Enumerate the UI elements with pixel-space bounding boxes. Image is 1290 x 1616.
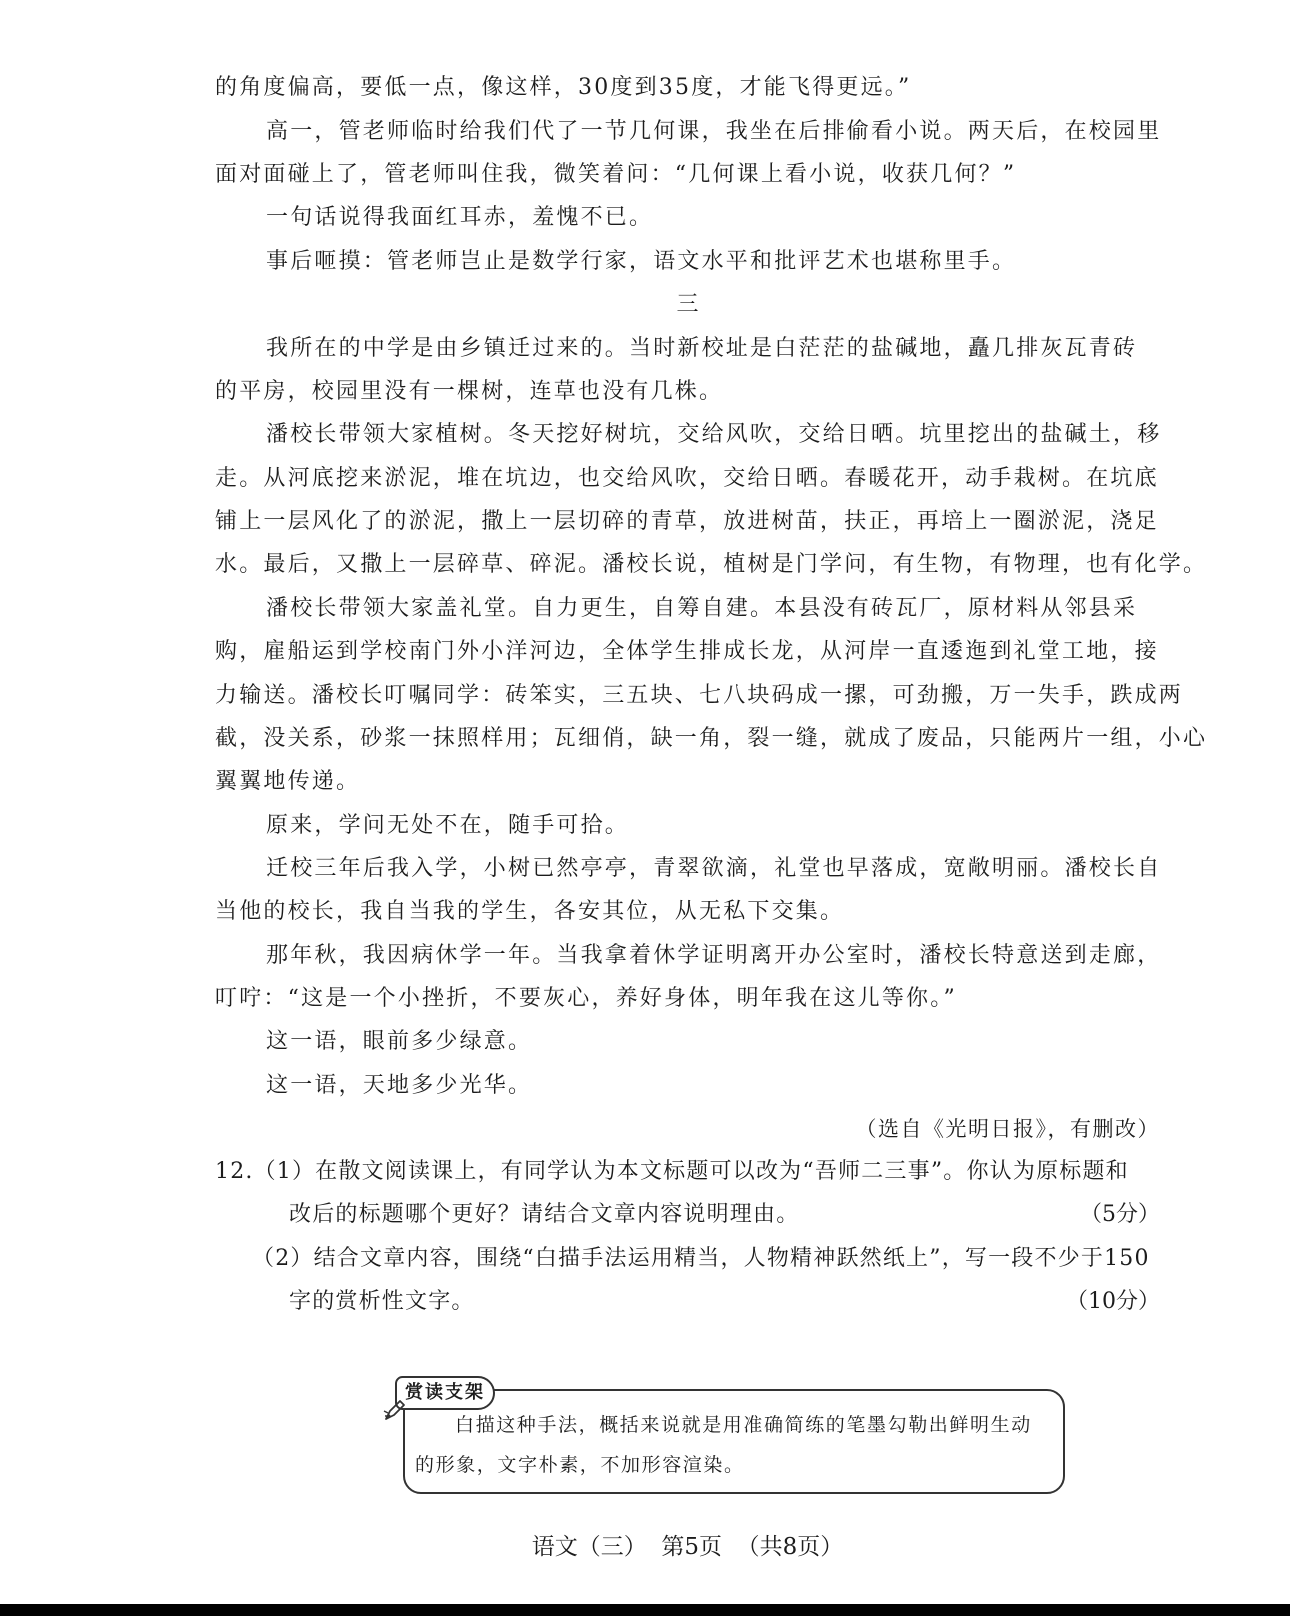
source-citation: （选自《光明日报》，有删改）: [855, 1117, 1160, 1141]
passage-line: 力输送。潘校长叮嘱同学：砖笨实，三五块、七八块码成一摞，可劲搬，万一失手，跌成两: [215, 683, 1184, 708]
passage-line: 面对面碰上了，管老师叫住我，微笑着问：“几何课上看小说，收获几何？”: [215, 162, 1017, 187]
bottom-edge-bar: [0, 1604, 1290, 1616]
pen-icon: [382, 1397, 408, 1423]
passage-line: 的平房，校园里没有一棵树，连草也没有几株。: [215, 379, 724, 404]
passage-line: 事后咂摸：管老师岂止是数学行家，语文水平和批评艺术也堪称里手。: [266, 249, 1017, 274]
reading-framework-title: 赏读支架: [395, 1376, 495, 1410]
framework-text-line: 的形象，文字朴素，不加形容渲染。: [415, 1454, 745, 1476]
passage-line: 叮咛：“这是一个小挫折，不要灰心，养好身体，明年我在这儿等你。”: [215, 986, 957, 1011]
passage-line: 走。从河底挖来淤泥，堆在坑边，也交给风吹，交给日晒。春暖花开，动手栽树。在坑底: [215, 466, 1159, 491]
passage-line: 潘校长带领大家植树。冬天挖好树坑，交给风吹，交给日晒。坑里挖出的盐碱土，移: [266, 422, 1162, 447]
question-12-2-line: 字的赏析性文字。: [289, 1289, 475, 1314]
passage-line: 截，没关系，砂浆一抹照样用；瓦细俏，缺一角，裂一缝，就成了废品，只能两片一组，小心: [215, 726, 1208, 751]
section-number: 三: [676, 292, 699, 317]
passage-line: 潘校长带领大家盖礼堂。自力更生，自筹自建。本县没有砖瓦厂，原材料从邻县采: [266, 596, 1138, 621]
passage-line: 我所在的中学是由乡镇迁过来的。当时新校址是白茫茫的盐碱地，矗几排灰瓦青砖: [266, 336, 1138, 361]
passage-line: 当他的校长，我自当我的学生，各安其位，从无私下交集。: [215, 899, 845, 924]
reading-framework-box: [403, 1389, 1065, 1494]
passage-line: 迁校三年后我入学，小树已然亭亭，青翠欲滴，礼堂也早落成，宽敞明丽。潘校长自: [266, 856, 1162, 881]
question-12-2-score: （10分）: [1066, 1289, 1160, 1314]
passage-line: 这一语，天地多少光华。: [266, 1073, 533, 1098]
question-12-1-score: （5分）: [1080, 1202, 1160, 1227]
passage-line: 翼翼地传递。: [215, 769, 361, 794]
passage-line: 这一语，眼前多少绿意。: [266, 1029, 533, 1054]
framework-text-line: 白描这种手法，概括来说就是用准确简练的笔墨勾勒出鲜明生动: [455, 1414, 1032, 1436]
passage-line: 一句话说得我面红耳赤，羞愧不已。: [266, 205, 654, 230]
passage-line: 高一，管老师临时给我们代了一节几何课，我坐在后排偷看小说。两天后，在校园里: [266, 119, 1162, 144]
question-12-1-line: 12.（1）在散文阅读课上，有同学认为本文标题可以改为“吾师二三事”。你认为原标题和: [215, 1159, 1129, 1184]
passage-line: 的角度偏高，要低一点，像这样，30度到35度，才能飞得更远。”: [215, 75, 912, 100]
passage-line: 原来，学问无处不在，随手可拾。: [266, 813, 630, 838]
passage-line: 水。最后，又撒上一层碎草、碎泥。潘校长说，植树是门学问，有生物，有物理，也有化学。: [215, 552, 1208, 577]
question-12-2-line: （2）结合文章内容，围绕“白描手法运用精当，人物精神跃然纸上”，写一段不少于150: [252, 1246, 1150, 1271]
page-footer: 语文（三） 第5页 （共8页）: [531, 1534, 844, 1560]
passage-line: 购，雇船运到学校南门外小洋河边，全体学生排成长龙，从河岸一直逶迤到礼堂工地，接: [215, 639, 1159, 664]
question-12-1-line: 改后的标题哪个更好？请结合文章内容说明理由。: [289, 1202, 800, 1227]
passage-line: 铺上一层风化了的淤泥，撒上一层切碎的青草，放进树苗，扶正，再培上一圈淤泥，浇足: [215, 509, 1159, 534]
passage-line: 那年秋，我因病休学一年。当我拿着休学证明离开办公室时，潘校长特意送到走廊，: [266, 943, 1162, 968]
